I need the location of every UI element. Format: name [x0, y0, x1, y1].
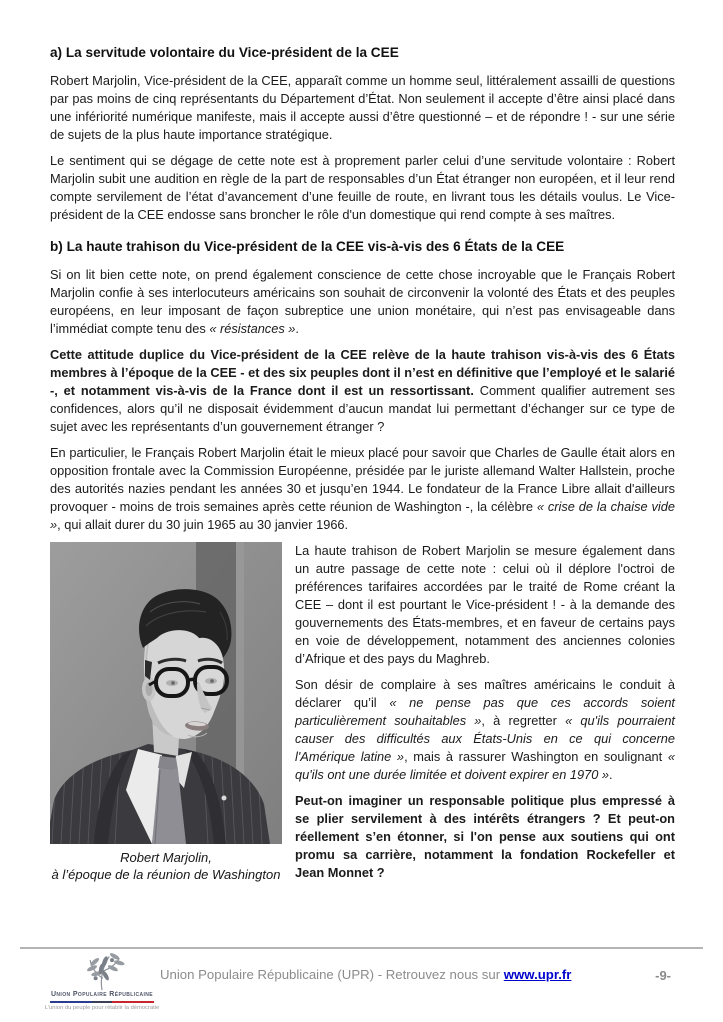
paragraph-text: Si on lit bien cette note, on prend également conscience de cette chose incroyable que le Français Robert Marjolin confie à ses interlocuteurs américains son souhait de circonvenir la volonté des États et des peuples européens, en leur imposant de façon subreptice une union monétaire, qui n’est pas envisageable dans l’immédiat compte tenu des	[50, 267, 675, 336]
bold-statement: Cette attitude duplice du Vice-président de la CEE relève de la haute trahison vis-à-vis des 6 États membres à l’époque de la CEE - et des six peuples dont il n’est en définitive que l’employé et le salarié -, et notamment vis-à-vis de la France dont il est un ressortissant.	[50, 347, 675, 398]
section-a-paragraph-2: Le sentiment qui se dégage de cette note est à proprement parler celui d’une servitude volontaire : Robert Marjolin subit une audition en règle de la part de responsables d’un État étranger non européen, et il leur rend compte servilement de l’état d’avancement d’une feuille de route, en livrant tous les détails voulus. Le Vice-président de la CEE endosse sans broncher le rôle d'un domestique qui rend compte à ses maîtres.	[50, 153, 675, 222]
logo-title: Union Populaire Républicaine	[50, 991, 154, 998]
quoted-phrase: « résistances »	[209, 321, 296, 336]
section-b-paragraph-1	[50, 266, 675, 338]
quoted-phrase: « qu'ils ont une durée limitée et doivent expirer en 1970 »	[295, 749, 675, 782]
paragraph-text: En particulier, le Français Robert Marjolin était le mieux placé pour savoir que Charles de Gaulle était alors en opposition frontale avec la Commission Européenne, présidée par le juriste allemand Walter Hallstein, proche des autorités nazies pendant les années 30 et jusqu’en 1944. Le fondateur de la France Libre allait d'ailleurs provoquer - moins de trois semaines après cette réunion de Washington -, la célèbre	[50, 445, 675, 514]
paragraph-text: Comment qualifier autrement ses confidences, alors qu’il ne disposait évidemment d’aucun mandat lui permettant d’échanger sur ce type de sujet avec les représentants d’un gouvernement étranger ?	[50, 383, 675, 434]
column-paragraph-1: La haute trahison de Robert Marjolin se mesure également dans un autre passage de cette note : celui où il déplore l'octroi de préférences tarifaires accordées par le traité de Rome créant la CEE – dont il est pourtant le Vice-président ! - à la demande des gouvernements des États-membres, et en faveur de certains pays en voie de développement, notamment des anciennes colonies d’Afrique et des pays du Maghreb.	[295, 543, 675, 666]
tricolor-red-segment	[112, 1001, 154, 1003]
paragraph-text: .	[609, 767, 613, 782]
photo-caption-line-2: à l’époque de la réunion de Washington	[51, 867, 281, 882]
document-body	[50, 44, 675, 890]
logo-tricolor-bar	[50, 1001, 154, 1003]
paragraph-text: , mais à rassurer Washington en soulignant	[404, 749, 668, 764]
upr-website-link[interactable]: www.upr.fr	[503, 967, 572, 982]
footer-text	[160, 967, 572, 982]
section-a-heading: a) La servitude volontaire du Vice-président de la CEE	[50, 45, 399, 60]
section-b-paragraph-3	[50, 444, 675, 534]
quoted-phrase: « qu'ils pourraient causer des difficultés aux États-Unis en ce qui concerne l'Amérique latine »	[295, 713, 675, 764]
section-b-heading: b) La haute trahison du Vice-président de la CEE vis-à-vis des 6 États de la CEE	[50, 239, 565, 254]
page-footer	[20, 947, 703, 1019]
quoted-phrase: « crise de la chaise vide »	[50, 499, 675, 532]
right-text-column	[295, 542, 675, 890]
photo-text-row	[50, 542, 675, 890]
paragraph-text: Son désir de complaire à ses maîtres américains le conduit à déclarer qu’il	[295, 677, 675, 710]
tricolor-blue-segment	[50, 1001, 92, 1003]
photo-caption-line-1: Robert Marjolin,	[120, 850, 212, 865]
column-paragraph-3-bold: Peut-on imaginer un responsable politique plus empressé à se plier servilement à des intérêts étrangers ? Et peut-on réellement s’en étonner, si l'on pense aux soutiens qui ont promu sa carrière, notamment la fondation Rockefeller et Jean Monnet ?	[295, 793, 675, 880]
section-b-paragraph-2	[50, 346, 675, 436]
tricolor-dark-segment	[92, 1001, 113, 1003]
quoted-phrase: « ne pense pas que ces accords soient particulièrement souhaitables »	[295, 695, 675, 728]
section-a-paragraph-1: Robert Marjolin, Vice-président de la CEE, apparaît comme un homme seul, littéralement assailli de questions par pas moins de cinq représentants du Département d’État. Non seulement il accepte d’être ainsi placé dans une infériorité numérique manifeste, mais il accepte aussi d’être questionné – et de répondre ! - sur une série de sujets de la plus haute importance stratégique.	[50, 73, 675, 142]
photo-caption	[40, 849, 292, 883]
paragraph-text: , qui allait durer du 30 juin 1965 au 30 janvier 1966.	[57, 517, 349, 532]
page-number: -9-	[655, 968, 671, 983]
paragraph-text: .	[295, 321, 299, 336]
upr-logo	[44, 951, 160, 1012]
olive-branch-icon	[74, 951, 130, 991]
portrait-robert-marjolin-photo	[50, 542, 282, 844]
column-paragraph-2	[295, 676, 675, 784]
logo-tagline: L'union du peuple pour rétablir la démocratie	[44, 1005, 160, 1011]
footer-org-text: Union Populaire Républicaine (UPR) - Retrouvez nous sur	[160, 967, 504, 982]
photo-column	[50, 542, 282, 890]
paragraph-text: , à regretter	[481, 713, 566, 728]
